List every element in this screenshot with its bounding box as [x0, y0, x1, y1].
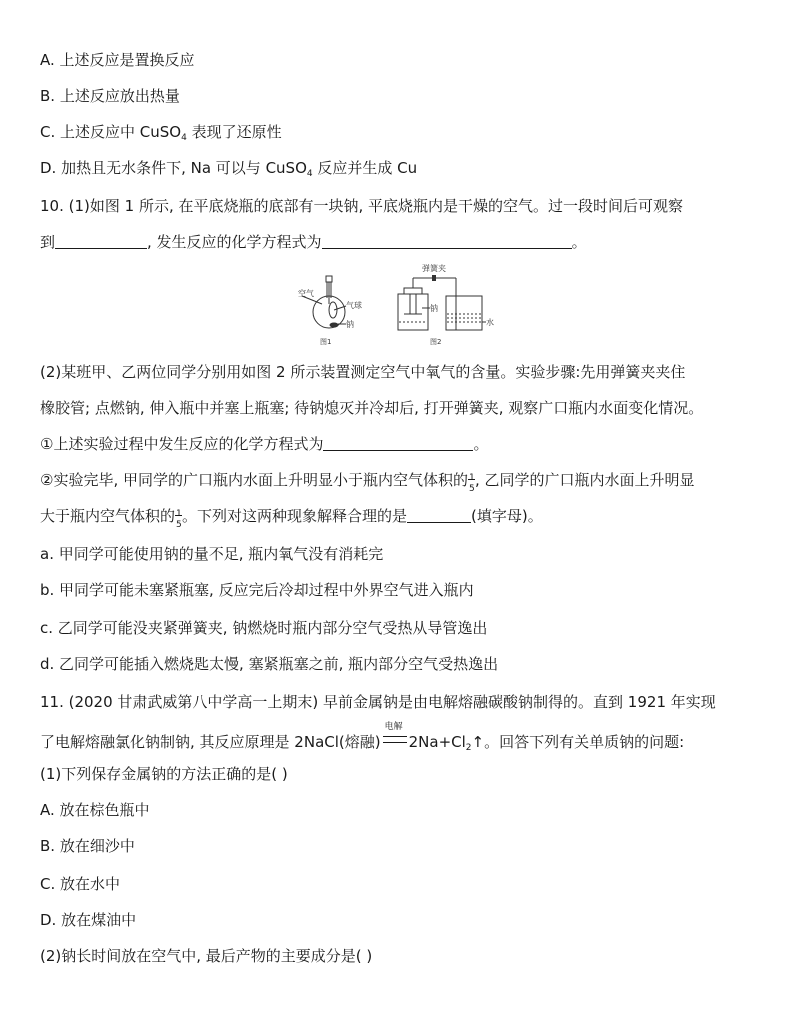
subscript: 4: [181, 133, 187, 143]
question-10-2-line-1: (2)某班甲、乙两位同学分别用如图 2 所示装置测定空气中氧气的含量。实验步骤:先用弹簧夹夹住: [40, 363, 686, 381]
question-11-2: (2)钠长时间放在空气中, 最后产物的主要成分是( ): [40, 947, 373, 965]
clamp-label: 弹簧夹: [422, 264, 446, 273]
text: , 乙同学的广口瓶内水面上升明显: [475, 471, 695, 489]
text: 。: [473, 435, 489, 453]
choice-c: c. 乙同学可能没夹紧弹簧夹, 钠燃烧时瓶内部分空气受热从导管逸出: [40, 619, 488, 637]
reaction-condition: 电解: [381, 732, 409, 752]
option-b: B. 上述反应放出热量: [40, 87, 180, 105]
text: 大于瓶内空气体积的: [40, 507, 176, 525]
figure-1-label: 图1: [320, 338, 332, 346]
text: 2Na+Cl: [408, 733, 466, 751]
question-10-2-part-2: [40, 470, 695, 494]
answer-blank[interactable]: [322, 234, 572, 249]
question-11-option-c: C. 放在水中: [40, 875, 121, 893]
answer-blank[interactable]: [407, 508, 471, 523]
figure-2-apparatus: [398, 278, 486, 330]
water-label: 水: [486, 318, 494, 327]
question-10-2-line-2: 橡胶管; 点燃钠, 伸入瓶中并塞上瓶塞; 待钠熄灭并冷却后, 打开弹簧夹, 观察广口瓶内水面变化情况。: [40, 399, 704, 417]
choice-a: a. 甲同学可能使用钠的量不足, 瓶内氧气没有消耗完: [40, 545, 384, 563]
text: ①上述实验过程中发生反应的化学方程式为: [40, 435, 324, 453]
question-10-line-1: 10. (1)如图 1 所示, 在平底烧瓶的底部有一块钠, 平底烧瓶内是干燥的空气。过一段时间后可观察: [40, 197, 684, 215]
text: 。下列对这两种现象解释合理的是: [182, 507, 408, 525]
stopper: [326, 276, 332, 282]
beaker: [446, 296, 482, 330]
option-c: [40, 122, 282, 148]
answer-blank[interactable]: [323, 436, 473, 451]
text: 到: [40, 233, 56, 251]
choice-b: b. 甲同学可能未塞紧瓶塞, 反应完后冷却过程中外界空气进入瓶内: [40, 581, 474, 599]
sodium-piece: [330, 323, 338, 327]
question-11-option-a: A. 放在棕色瓶中: [40, 801, 150, 819]
question-11-option-d: D. 放在煤油中: [40, 911, 137, 929]
question-10-line-2: [40, 232, 587, 252]
spring-clamp: [432, 275, 436, 281]
fraction-one-fifth: 1 5: [469, 473, 475, 494]
air-label: 空气: [298, 289, 314, 298]
option-d-text-end: 反应并生成 Cu: [312, 159, 418, 177]
option-d-text: D. 加热且无水条件下, Na 可以与 CuSO: [40, 159, 307, 177]
answer-blank[interactable]: [55, 234, 147, 249]
text: (填字母)。: [471, 507, 543, 525]
question-10-2-part-1: [40, 434, 488, 454]
apparatus-figure: [296, 262, 506, 350]
question-11-line-1: 11. (2020 甘肃武威第八中学高一上期末) 早前金属钠是由电解熔融碳酸钠制得的。直到 1921 年实现: [40, 693, 716, 711]
subscript: 4: [306, 169, 313, 179]
text: ↑。回答下列有关单质钠的问题:: [471, 733, 685, 751]
sodium-label-1: 钠: [346, 320, 354, 329]
text: 了电解熔融氯化钠制钠, 其反应原理是 2NaCl(熔融): [40, 733, 381, 751]
subscript: 2: [465, 743, 472, 753]
choice-d: d. 乙同学可能插入燃烧匙太慢, 塞紧瓶塞之前, 瓶内部分空气受热逸出: [40, 655, 499, 673]
option-c-text: C. 上述反应中 CuSO: [40, 123, 182, 141]
text: , 发生反应的化学方程式为: [147, 233, 322, 251]
fraction-one-fifth: 1 5: [176, 509, 182, 530]
question-11-option-b: B. 放在细沙中: [40, 837, 135, 855]
jar: [398, 294, 428, 330]
sodium-label-2: 钠: [430, 304, 438, 313]
figure-2-label: 图2: [430, 338, 442, 346]
question-10-2-part-2-cont: [40, 506, 543, 530]
option-d: [40, 158, 417, 184]
balloon-label: 气球: [346, 301, 362, 310]
option-a: A. 上述反应是置换反应: [40, 51, 195, 69]
figure-1-flask: [302, 276, 346, 328]
option-c-text-end: 表现了还原性: [186, 123, 282, 141]
question-11-line-2: [40, 722, 685, 758]
text: 。: [571, 233, 587, 251]
text: ②实验完毕, 甲同学的广口瓶内水面上升明显小于瓶内空气体积的: [40, 471, 468, 489]
jar-stopper: [404, 288, 422, 294]
question-11-1: (1)下列保存金属钠的方法正确的是( ): [40, 765, 288, 783]
balloon: [329, 302, 337, 318]
